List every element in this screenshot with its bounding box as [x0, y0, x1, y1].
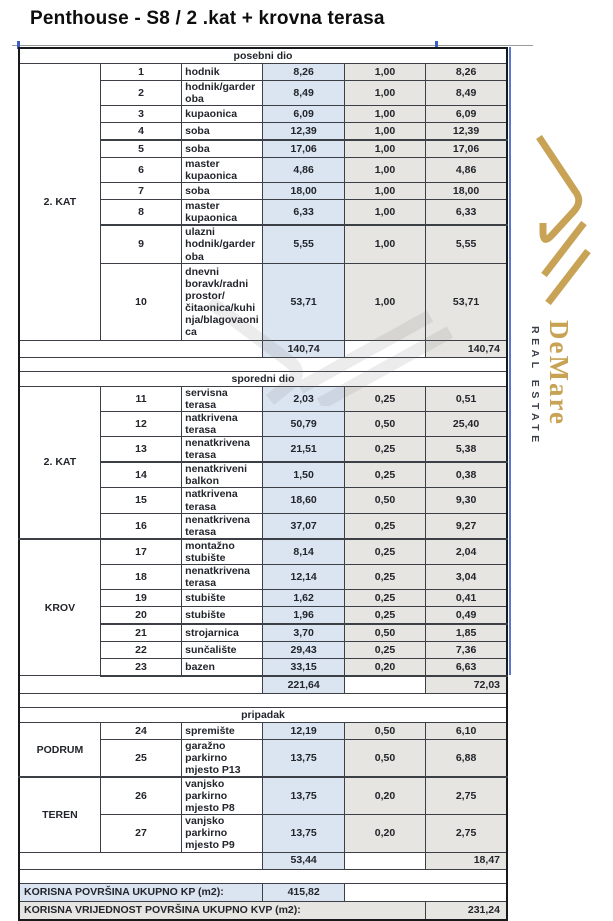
value-cell: 3,04: [426, 564, 507, 589]
description-cell: nenatkrivena terasa: [182, 564, 263, 589]
area-cell: 8,49: [263, 81, 344, 106]
description-cell: natkrivena terasa: [182, 412, 263, 437]
description-cell: sunčalište: [182, 641, 263, 658]
value-cell: 6,88: [426, 739, 507, 777]
demare-logo-mark: [522, 133, 602, 328]
group-cell: PODRUM: [19, 722, 100, 777]
description-cell: vanjsko parkirno mjesto P9: [182, 815, 263, 852]
row-number-cell: 24: [100, 722, 181, 739]
value-cell: 25,40: [426, 412, 507, 437]
row-number-cell: 26: [100, 777, 181, 815]
spacer-row: [19, 693, 507, 707]
row-number-cell: 20: [100, 606, 181, 624]
value-cell: 5,55: [426, 225, 507, 263]
section-total-row: [19, 676, 507, 694]
description-cell: nenatkriveni balkon: [182, 462, 263, 488]
coefficient-cell: 1,00: [344, 81, 425, 106]
row-number-cell: 27: [100, 815, 181, 852]
row-number-cell: 15: [100, 488, 181, 513]
spacer-cell: [19, 869, 507, 883]
description-cell: bazen: [182, 658, 263, 676]
summary-empty-cell: [344, 883, 507, 901]
table-row: [19, 386, 507, 411]
description-cell: soba: [182, 183, 263, 200]
section-header-row: [19, 707, 507, 722]
coefficient-cell: 0,50: [344, 722, 425, 739]
area-cell: 12,14: [263, 564, 344, 589]
description-cell: master kupaonica: [182, 158, 263, 183]
table-right-blue-line: [509, 47, 511, 675]
table-row: [19, 722, 507, 739]
area-cell: 13,75: [263, 739, 344, 777]
coefficient-cell: 0,20: [344, 815, 425, 852]
total-blank-cell: [19, 676, 263, 694]
coefficient-cell: 0,25: [344, 513, 425, 539]
row-number-cell: 11: [100, 386, 181, 411]
summary-row: [19, 883, 507, 901]
value-cell: 2,75: [426, 815, 507, 852]
area-cell: 4,86: [263, 158, 344, 183]
coefficient-cell: 0,25: [344, 462, 425, 488]
total-blank-cell: [19, 852, 263, 869]
area-cell: 50,79: [263, 412, 344, 437]
section-total-row: [19, 340, 507, 357]
total-blank-cell: [19, 340, 263, 357]
summary-value: 231,24: [426, 901, 507, 920]
row-number-cell: 2: [100, 81, 181, 106]
value-cell: 0,38: [426, 462, 507, 488]
coefficient-cell: 0,25: [344, 589, 425, 606]
value-cell: 4,86: [426, 158, 507, 183]
row-number-cell: 17: [100, 539, 181, 565]
description-cell: strojarnica: [182, 624, 263, 642]
description-cell: stubište: [182, 589, 263, 606]
table-row: [19, 539, 507, 565]
description-cell: stubište: [182, 606, 263, 624]
description-cell: kupaonica: [182, 106, 263, 123]
row-number-cell: 21: [100, 624, 181, 642]
area-cell: 21,51: [263, 437, 344, 463]
value-cell: 2,04: [426, 539, 507, 565]
coefficient-cell: 1,00: [344, 263, 425, 340]
section-header-label: pripadak: [19, 707, 507, 722]
value-cell: 9,27: [426, 513, 507, 539]
section-header-row: [19, 371, 507, 386]
area-cell: 37,07: [263, 513, 344, 539]
coefficient-cell: 0,25: [344, 606, 425, 624]
coefficient-cell: 0,25: [344, 539, 425, 565]
spacer-row: [19, 357, 507, 371]
page-title: Penthouse - S8 / 2 .kat + krovna terasa: [30, 8, 385, 29]
group-cell: 2. KAT: [19, 386, 100, 538]
value-cell: 53,71: [426, 263, 507, 340]
total-coef-empty-cell: [344, 676, 425, 694]
demare-logo-name: DeMare: [544, 320, 574, 426]
area-calculation-table: [18, 47, 508, 921]
description-cell: servisna terasa: [182, 386, 263, 411]
description-cell: hodnik/garderoba: [182, 81, 263, 106]
description-cell: hodnik: [182, 64, 263, 81]
coefficient-cell: 1,00: [344, 200, 425, 226]
total-value-cell: 140,74: [426, 340, 507, 357]
coefficient-cell: 1,00: [344, 106, 425, 123]
row-number-cell: 9: [100, 225, 181, 263]
row-number-cell: 13: [100, 437, 181, 463]
area-cell: 1,50: [263, 462, 344, 488]
section-header-label: posebni dio: [19, 48, 507, 64]
total-area-cell: 140,74: [263, 340, 344, 357]
value-cell: 6,63: [426, 658, 507, 676]
value-cell: 5,38: [426, 437, 507, 463]
description-cell: dnevni boravk/radni prostor/čitaonica/kuhinja/blagovaonica: [182, 263, 263, 340]
coefficient-cell: 1,00: [344, 158, 425, 183]
value-cell: 6,33: [426, 200, 507, 226]
row-number-cell: 16: [100, 513, 181, 539]
area-cell: 13,75: [263, 777, 344, 815]
area-cell: 8,14: [263, 539, 344, 565]
area-cell: 53,71: [263, 263, 344, 340]
value-cell: 7,36: [426, 641, 507, 658]
area-cell: 29,43: [263, 641, 344, 658]
total-coef-empty-cell: [344, 852, 425, 869]
value-cell: 8,49: [426, 81, 507, 106]
property-area-table: [18, 47, 508, 921]
area-cell: 1,62: [263, 589, 344, 606]
value-cell: 2,75: [426, 777, 507, 815]
description-cell: master kupaonica: [182, 200, 263, 226]
demare-logo-tagline: REAL ESTATE: [529, 326, 541, 447]
coefficient-cell: 1,00: [344, 64, 425, 81]
row-number-cell: 12: [100, 412, 181, 437]
coefficient-cell: 0,50: [344, 488, 425, 513]
total-value-cell: 18,47: [426, 852, 507, 869]
group-cell: 2. KAT: [19, 64, 100, 341]
section-header-label: sporedni dio: [19, 371, 507, 386]
description-cell: nenatkrivena terasa: [182, 513, 263, 539]
summary-value: 415,82: [263, 883, 344, 901]
area-cell: 1,96: [263, 606, 344, 624]
coefficient-cell: 0,25: [344, 641, 425, 658]
coefficient-cell: 1,00: [344, 140, 425, 158]
description-cell: nenatkrivena terasa: [182, 437, 263, 463]
summary-row: [19, 901, 507, 920]
summary-label: KORISNA POVRŠINA UKUPNO KP (m2):: [19, 883, 263, 901]
value-cell: 6,09: [426, 106, 507, 123]
coefficient-cell: 1,00: [344, 225, 425, 263]
coefficient-cell: 1,00: [344, 123, 425, 141]
coefficient-cell: 1,00: [344, 183, 425, 200]
row-number-cell: 4: [100, 123, 181, 141]
description-cell: spremište: [182, 722, 263, 739]
coefficient-cell: 0,25: [344, 564, 425, 589]
value-cell: 12,39: [426, 123, 507, 141]
total-area-cell: 53,44: [263, 852, 344, 869]
coefficient-cell: 0,25: [344, 437, 425, 463]
row-number-cell: 19: [100, 589, 181, 606]
spacer-cell: [19, 693, 507, 707]
area-cell: 33,15: [263, 658, 344, 676]
area-cell: 2,03: [263, 386, 344, 411]
row-number-cell: 1: [100, 64, 181, 81]
row-number-cell: 23: [100, 658, 181, 676]
value-cell: 0,41: [426, 589, 507, 606]
row-number-cell: 22: [100, 641, 181, 658]
row-number-cell: 7: [100, 183, 181, 200]
coefficient-cell: 0,50: [344, 739, 425, 777]
table-row: [19, 64, 507, 81]
total-area-cell: 221,64: [263, 676, 344, 694]
table-top-line: [12, 45, 533, 46]
row-number-cell: 14: [100, 462, 181, 488]
row-number-cell: 18: [100, 564, 181, 589]
description-cell: soba: [182, 140, 263, 158]
row-number-cell: 10: [100, 263, 181, 340]
description-cell: natkrivena terasa: [182, 488, 263, 513]
area-cell: 18,00: [263, 183, 344, 200]
area-cell: 6,09: [263, 106, 344, 123]
value-cell: 1,85: [426, 624, 507, 642]
value-cell: 6,10: [426, 722, 507, 739]
group-cell: TEREN: [19, 777, 100, 852]
spacer-cell: [19, 357, 507, 371]
total-coef-empty-cell: [344, 340, 425, 357]
section-header-row: [19, 48, 507, 64]
description-cell: montažno stubište: [182, 539, 263, 565]
value-cell: 0,51: [426, 386, 507, 411]
area-cell: 17,06: [263, 140, 344, 158]
area-cell: 12,19: [263, 722, 344, 739]
area-cell: 5,55: [263, 225, 344, 263]
area-cell: 13,75: [263, 815, 344, 852]
coefficient-cell: 0,50: [344, 412, 425, 437]
value-cell: 17,06: [426, 140, 507, 158]
row-number-cell: 8: [100, 200, 181, 226]
area-cell: 8,26: [263, 64, 344, 81]
summary-label: KORISNA VRIJEDNOST POVRŠINA UKUPNO KVP (m2):: [19, 901, 426, 920]
table-row: [19, 777, 507, 815]
description-cell: vanjsko parkirno mjesto P8: [182, 777, 263, 815]
description-cell: soba: [182, 123, 263, 141]
row-number-cell: 3: [100, 106, 181, 123]
area-cell: 18,60: [263, 488, 344, 513]
coefficient-cell: 0,20: [344, 777, 425, 815]
coefficient-cell: 0,20: [344, 658, 425, 676]
coefficient-cell: 0,25: [344, 386, 425, 411]
row-number-cell: 25: [100, 739, 181, 777]
row-number-cell: 5: [100, 140, 181, 158]
value-cell: 0,49: [426, 606, 507, 624]
area-cell: 6,33: [263, 200, 344, 226]
value-cell: 8,26: [426, 64, 507, 81]
coefficient-cell: 0,50: [344, 624, 425, 642]
value-cell: 9,30: [426, 488, 507, 513]
spacer-row: [19, 869, 507, 883]
section-total-row: [19, 852, 507, 869]
row-number-cell: 6: [100, 158, 181, 183]
total-value-cell: 72,03: [426, 676, 507, 694]
group-cell: KROV: [19, 539, 100, 676]
description-cell: garažno parkirno mjesto P13: [182, 739, 263, 777]
area-cell: 3,70: [263, 624, 344, 642]
value-cell: 18,00: [426, 183, 507, 200]
description-cell: ulazni hodnik/garderoba: [182, 225, 263, 263]
area-cell: 12,39: [263, 123, 344, 141]
